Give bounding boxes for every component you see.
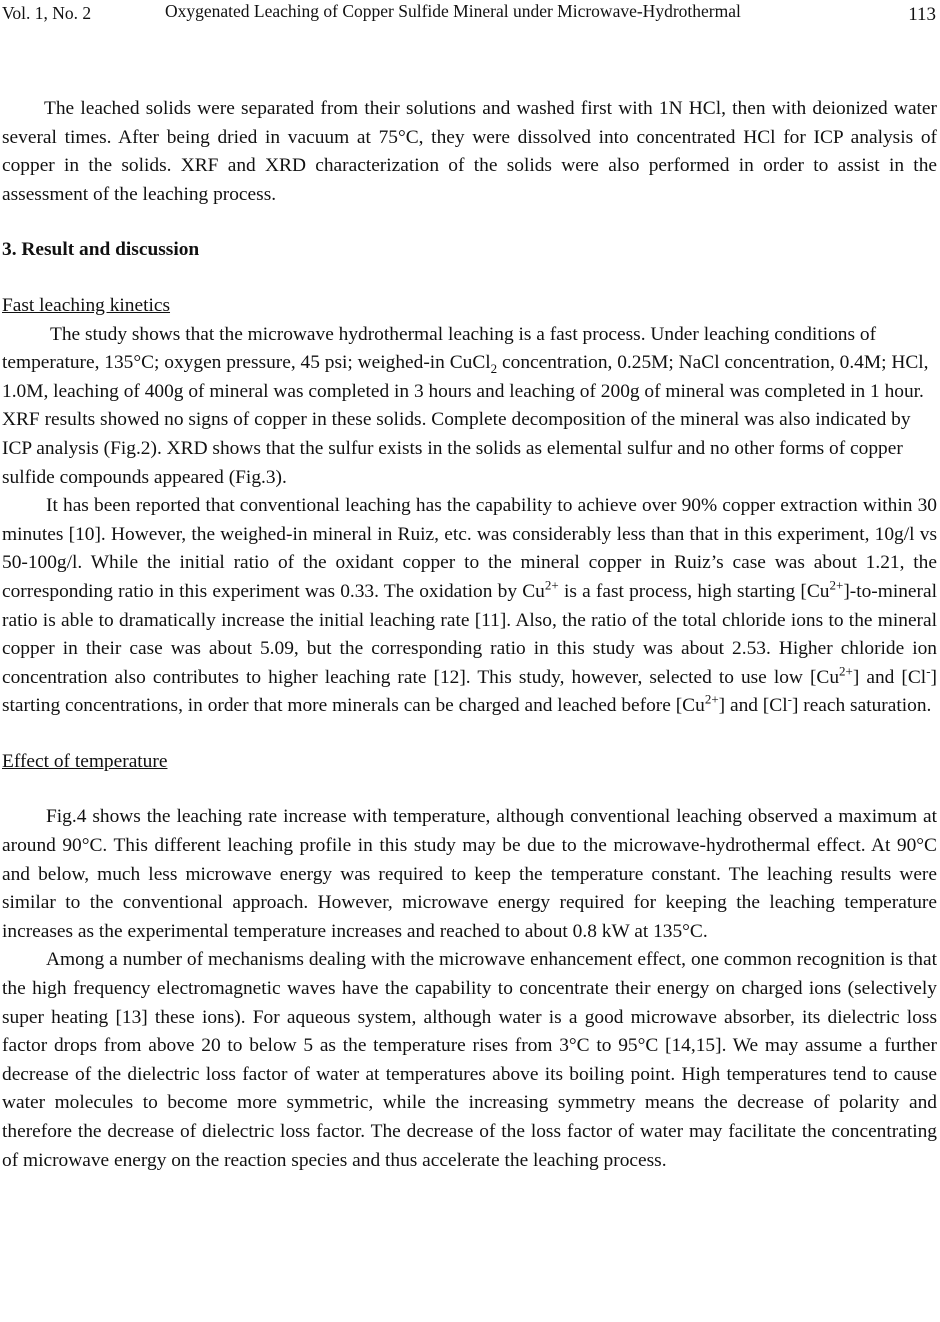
text-run: is a fast process, high starting [Cu [558, 580, 830, 602]
superscript: 2+ [829, 577, 844, 593]
text-run: ]-to-mineral ratio is able to dramatically increase the initial leaching rate [11]. Also, the ratio of the total chloride ions to the mineral copper in their case was about 5.09, but the corresponding ratio in this study was about 2.53. Higher chloride ion concentration also contributes to higher leaching rate [12]. This study, however, selected to use low [Cu [2, 580, 937, 688]
subheading-fast-leaching: Fast leaching kinetics [2, 294, 171, 316]
text-run: It has been reported that conventional leaching has the capability to achieve over 90% copper extraction within 30 minutes [10]. However, the weighed-in mineral in Ruiz, etc. was considerably less than that in this experiment, 10g/l vs 50-100g/l. While the initial ratio of the oxidant copper to the mineral copper in Ruiz’s case was about 1.21, the corresponding ratio in this experiment was 0.33. The oxidation by Cu [2, 495, 937, 602]
subscript: 2 [490, 361, 498, 377]
text-run: concentration, 0.25M; NaCl concentration, 0.4M; HCl, 1.0M, leaching of 400g of mineral was completed in 3 hours and leaching of 200g of mineral was completed in 1 hour. XRF results showed no signs of copper in these solids. Complete decomposition of the mineral was also indicated by ICP analysis (Fig.2). XRD shows that the sulfur exists in the solids as elemental sulfur and no other forms of copper sulfide compounds appeared (Fig.3). [2, 352, 929, 488]
text-run: The study shows that the microwave hydrothermal leaching is a fast process. Under leaching conditions of temperature, 135°C; oxygen pressure, 45 psi; weighed-in CuCl [2, 323, 877, 374]
paragraph-temperature-effect: Fig.4 shows the leaching rate increase with temperature, although conventional leaching observed a maximum at around 90°C. This different leaching profile in this study may be due to the microwave-hydrothermal effect. At 90°C and below, much less microwave energy was required to keep the temperature constant. The leaching results were similar to the conventional approach. However, microwave energy required for keeping the leaching temperature increases as the experimental temperature increases and reached to about 0.8 kW at 135°C. [2, 806, 937, 942]
text-run: ] and [Cl [852, 666, 927, 688]
section-heading: 3. Result and discussion [2, 239, 200, 261]
journal-volume: Vol. 1, No. 2 [2, 3, 92, 23]
spacer [2, 776, 937, 803]
paragraph-fast-leaching [2, 321, 937, 493]
spacer [2, 209, 937, 236]
paragraph-microwave-mechanism: Among a number of mechanisms dealing with the microwave enhancement effect, one common recognition is that the high frequency electromagnetic waves have the capability to concentrate their energy on charged ions (selectively super heating [13] these ions). For aqueous system, although water is a good microwave absorber, its dielectric loss factor drops from above 20 to below 5 as the temperature rises from 3°C to 95°C [14,15]. We may assume a further decrease of the dielectric loss factor of water at temperatures above its boiling point. High temperatures tend to cause water molecules to become more symmetric, while the increasing symmetry means the decrease of polarity and therefore the decrease of dielectric loss factor. The decrease of the loss factor of water may facilitate the concentrating of microwave energy on the reaction species and thus accelerate the leaching process. [2, 949, 937, 1171]
running-title: Oxygenated Leaching of Copper Sulfide Mineral under Microwave-Hydrothermal [165, 1, 741, 21]
running-header [0, 0, 940, 28]
superscript: - [926, 663, 931, 679]
text-run: ] and [Cl [718, 695, 788, 717]
spacer [2, 265, 937, 292]
text-run: ] starting concentrations, in order that more minerals can be charged and leached before [Cu [2, 666, 937, 717]
superscript: 2+ [544, 577, 559, 593]
superscript: 2+ [839, 663, 853, 679]
paragraph-conventional-comparison [2, 492, 937, 721]
paragraph-solids-analysis: The leached solids were separated from their solutions and washed first with 1N HCl, then with deionized water several times. After being dried in vacuum at 75°C, they were dissolved into concentrated HCl for ICP analysis of copper in the solids. XRF and XRD characterization of the solids were also performed in order to assist in the assessment of the leaching process. [2, 98, 937, 205]
superscript: 2+ [704, 691, 719, 707]
body-text [2, 95, 937, 1175]
spacer [2, 721, 937, 748]
subheading-temperature-effect: Effect of temperature [2, 750, 168, 772]
text-run: ] reach saturation. [791, 695, 932, 717]
page-number: 113 [908, 4, 936, 25]
superscript: - [787, 691, 792, 707]
